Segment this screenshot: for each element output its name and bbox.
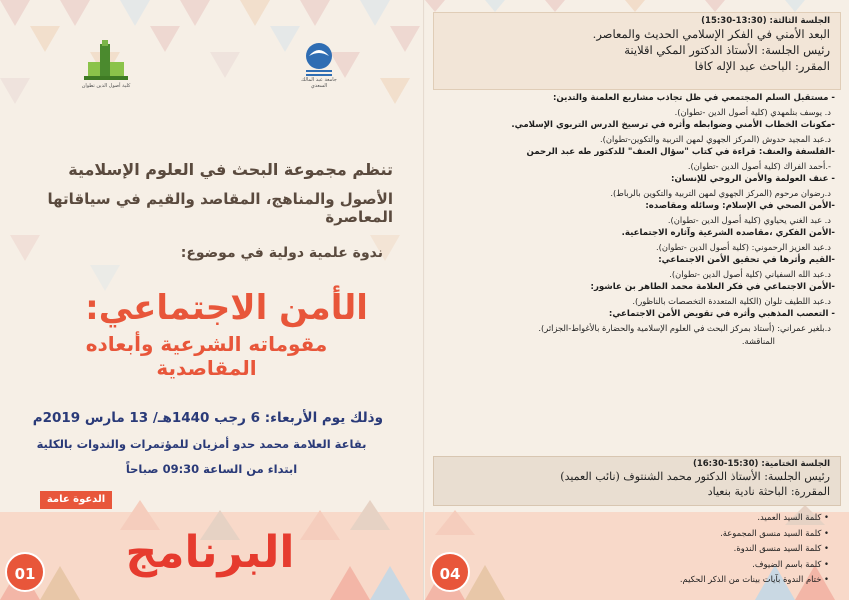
- third-session-theme: البعد الأمني في الفكر الإسلامي الحديث والمعاصر.: [592, 27, 830, 41]
- seminar-intro: ندوة علمية دولية في موضوع:: [180, 245, 383, 261]
- mosque-icon: [82, 40, 130, 84]
- item-title: -مكونات الخطاب الأمني وضوابطه وأثره في ترسيخ الدرس التربوي الإسلامي.: [511, 120, 835, 130]
- list-item: [435, 146, 835, 173]
- item-author: د.عبد العزيز الرحموني: (كلية أصول الدين -تطوان).: [656, 241, 831, 252]
- university-logo-caption: جامعة عبد المالك السعدي: [301, 77, 337, 89]
- item-title: -الأمن الفكري ،مقاصده الشرعية وآثاره الاجتماعية.: [621, 228, 835, 238]
- list-item: • كلمة باسم الضيوف.: [485, 557, 829, 573]
- program-title: البرنامج: [125, 527, 295, 578]
- list-item: • ختام الندوة بآيات بينات من الذكر الحكيم.: [485, 572, 829, 588]
- item-author: -.أحمد الفراك (كلية أصول الدين -تطوان).: [687, 160, 831, 171]
- university-emblem-icon: [300, 40, 338, 78]
- item-title: -الفلسفة والعنف: قراءة في كتاب "سؤال العنف" للدكتور طه عبد الرحمن: [526, 147, 835, 157]
- list-item: [435, 254, 835, 281]
- item-title: -الأمن الصحي في الإسلام: وسائله ومقاصده:: [645, 201, 835, 211]
- list-item: [435, 281, 835, 308]
- program-page: [425, 0, 849, 600]
- item-author: د. عبد الغني يحياوي (كلية أصول الدين -تطوان).: [667, 214, 831, 225]
- third-session-header: [433, 12, 841, 90]
- third-session-chair: رئيس الجلسة: الأستاذ الدكتور المكي اقلاينة: [624, 43, 830, 57]
- item-author: د.عبد الله السفياني (كلية أصول الدين -تطوان).: [669, 268, 831, 279]
- page-number-badge: 04: [430, 552, 470, 592]
- cover-page: [0, 0, 424, 600]
- triangle-pattern-top: [0, 0, 423, 130]
- main-title: الأمن الاجتماعي:: [85, 288, 368, 328]
- closing-session-header: [433, 456, 841, 506]
- list-item: [435, 92, 835, 119]
- faculty-logo: [76, 40, 136, 98]
- date-line: وذلك يوم الأربعاء: 6 رجب 1440هـ/ 13 مارس 2019م: [32, 410, 383, 426]
- discussion-label: المناقشة.: [741, 336, 775, 346]
- session-items: [435, 92, 835, 349]
- list-item: • كلمة السيد العميد.: [485, 510, 829, 526]
- triangle-pattern-top-svg: [0, 0, 423, 130]
- list-item: • كلمة السيد منسق المجموعة.: [485, 526, 829, 542]
- item-title: -الأمن الاجتماعي في فكر العلامة محمد الطاهر بن عاشور:: [590, 282, 835, 292]
- invite-badge: الدعوة عامة: [40, 491, 112, 509]
- item-title: -القيم وأثرها في تحقيق الأمن الاجتماعي:: [658, 255, 835, 265]
- list-item: [435, 119, 835, 146]
- venue-line: بقاعة العلامة محمد حدو أمزيان للمؤتمرات والندوات بالكلية: [36, 437, 367, 451]
- item-title: - التعصب المذهبي وأثره في تقويض الأمن الاجتماعي:: [608, 309, 835, 319]
- closing-items-list: [485, 510, 829, 588]
- triangle-pattern-top-right: [425, 0, 849, 12]
- triangle-pattern-top-right-svg: [425, 0, 849, 12]
- sub-title: مقوماته الشرعية وأبعاده المقاصدية: [85, 332, 328, 380]
- organizer-line-1: تنظم مجموعة البحث في العلوم الإسلامية: [68, 160, 393, 179]
- list-item: [435, 173, 835, 200]
- third-session-rapporteur: المقرر: الباحث عبد الإله كافا: [694, 59, 830, 73]
- closing-session-rapporteur: المقررة: الباحثة نادية بنعياد: [707, 485, 830, 498]
- list-item: [435, 227, 835, 254]
- item-author: د.عبد المجيد حدوش (المركز الجهوي لمهن التربية والتكوين-تطوان).: [600, 133, 831, 144]
- list-item: [435, 200, 835, 227]
- third-session-label: الجلسة الثالثة: (13:30-15:30): [701, 16, 830, 26]
- faculty-logo-caption: كلية أصول الدين تطوان: [81, 83, 131, 89]
- triangle-pattern-middle-svg: [0, 235, 423, 295]
- closing-session-chair: رئيس الجلسة: الأستاذ الدكتور محمد الشنتوف (نائب العميد): [560, 470, 830, 483]
- university-logo: [295, 40, 343, 96]
- item-author: د.رضوان مرحوم (المركز الجهوي لمهن التربية والتكوين بالرباط).: [610, 187, 831, 198]
- item-title: - عنف العولمة والأمن الروحي للإنسان:: [671, 174, 835, 184]
- triangle-pattern-middle: [0, 235, 423, 295]
- list-item: [435, 308, 835, 335]
- item-author: د.بلغير عمراني: (أستاذ بمركز البحث في العلوم الإسلامية والحضارة بالأغواط-الجزائر).: [538, 322, 831, 333]
- list-item: • كلمة السيد منسق الندوة.: [485, 541, 829, 557]
- time-line: ابتداء من الساعة 09:30 صباحاً: [125, 462, 298, 476]
- page-number-badge: 01: [5, 552, 45, 592]
- closing-session-label: الجلسة الختامية: (15:30-16:30): [692, 459, 830, 469]
- item-author: د.عبد اللطيف تلوان (الكلية المتعددة التخصصات بالناظور).: [632, 295, 831, 306]
- item-title: - مستقبل السلم المجتمعي في ظل تجاذب مشاريع العلمنة والتدين:: [552, 93, 835, 103]
- organizer-line-2: الأصول والمناهج، المقاصد والقيم في سياقاتها المعاصرة: [47, 190, 393, 226]
- item-author: د. يوسف بنلمهدي (كلية أصول الدين -تطوان).: [674, 106, 831, 117]
